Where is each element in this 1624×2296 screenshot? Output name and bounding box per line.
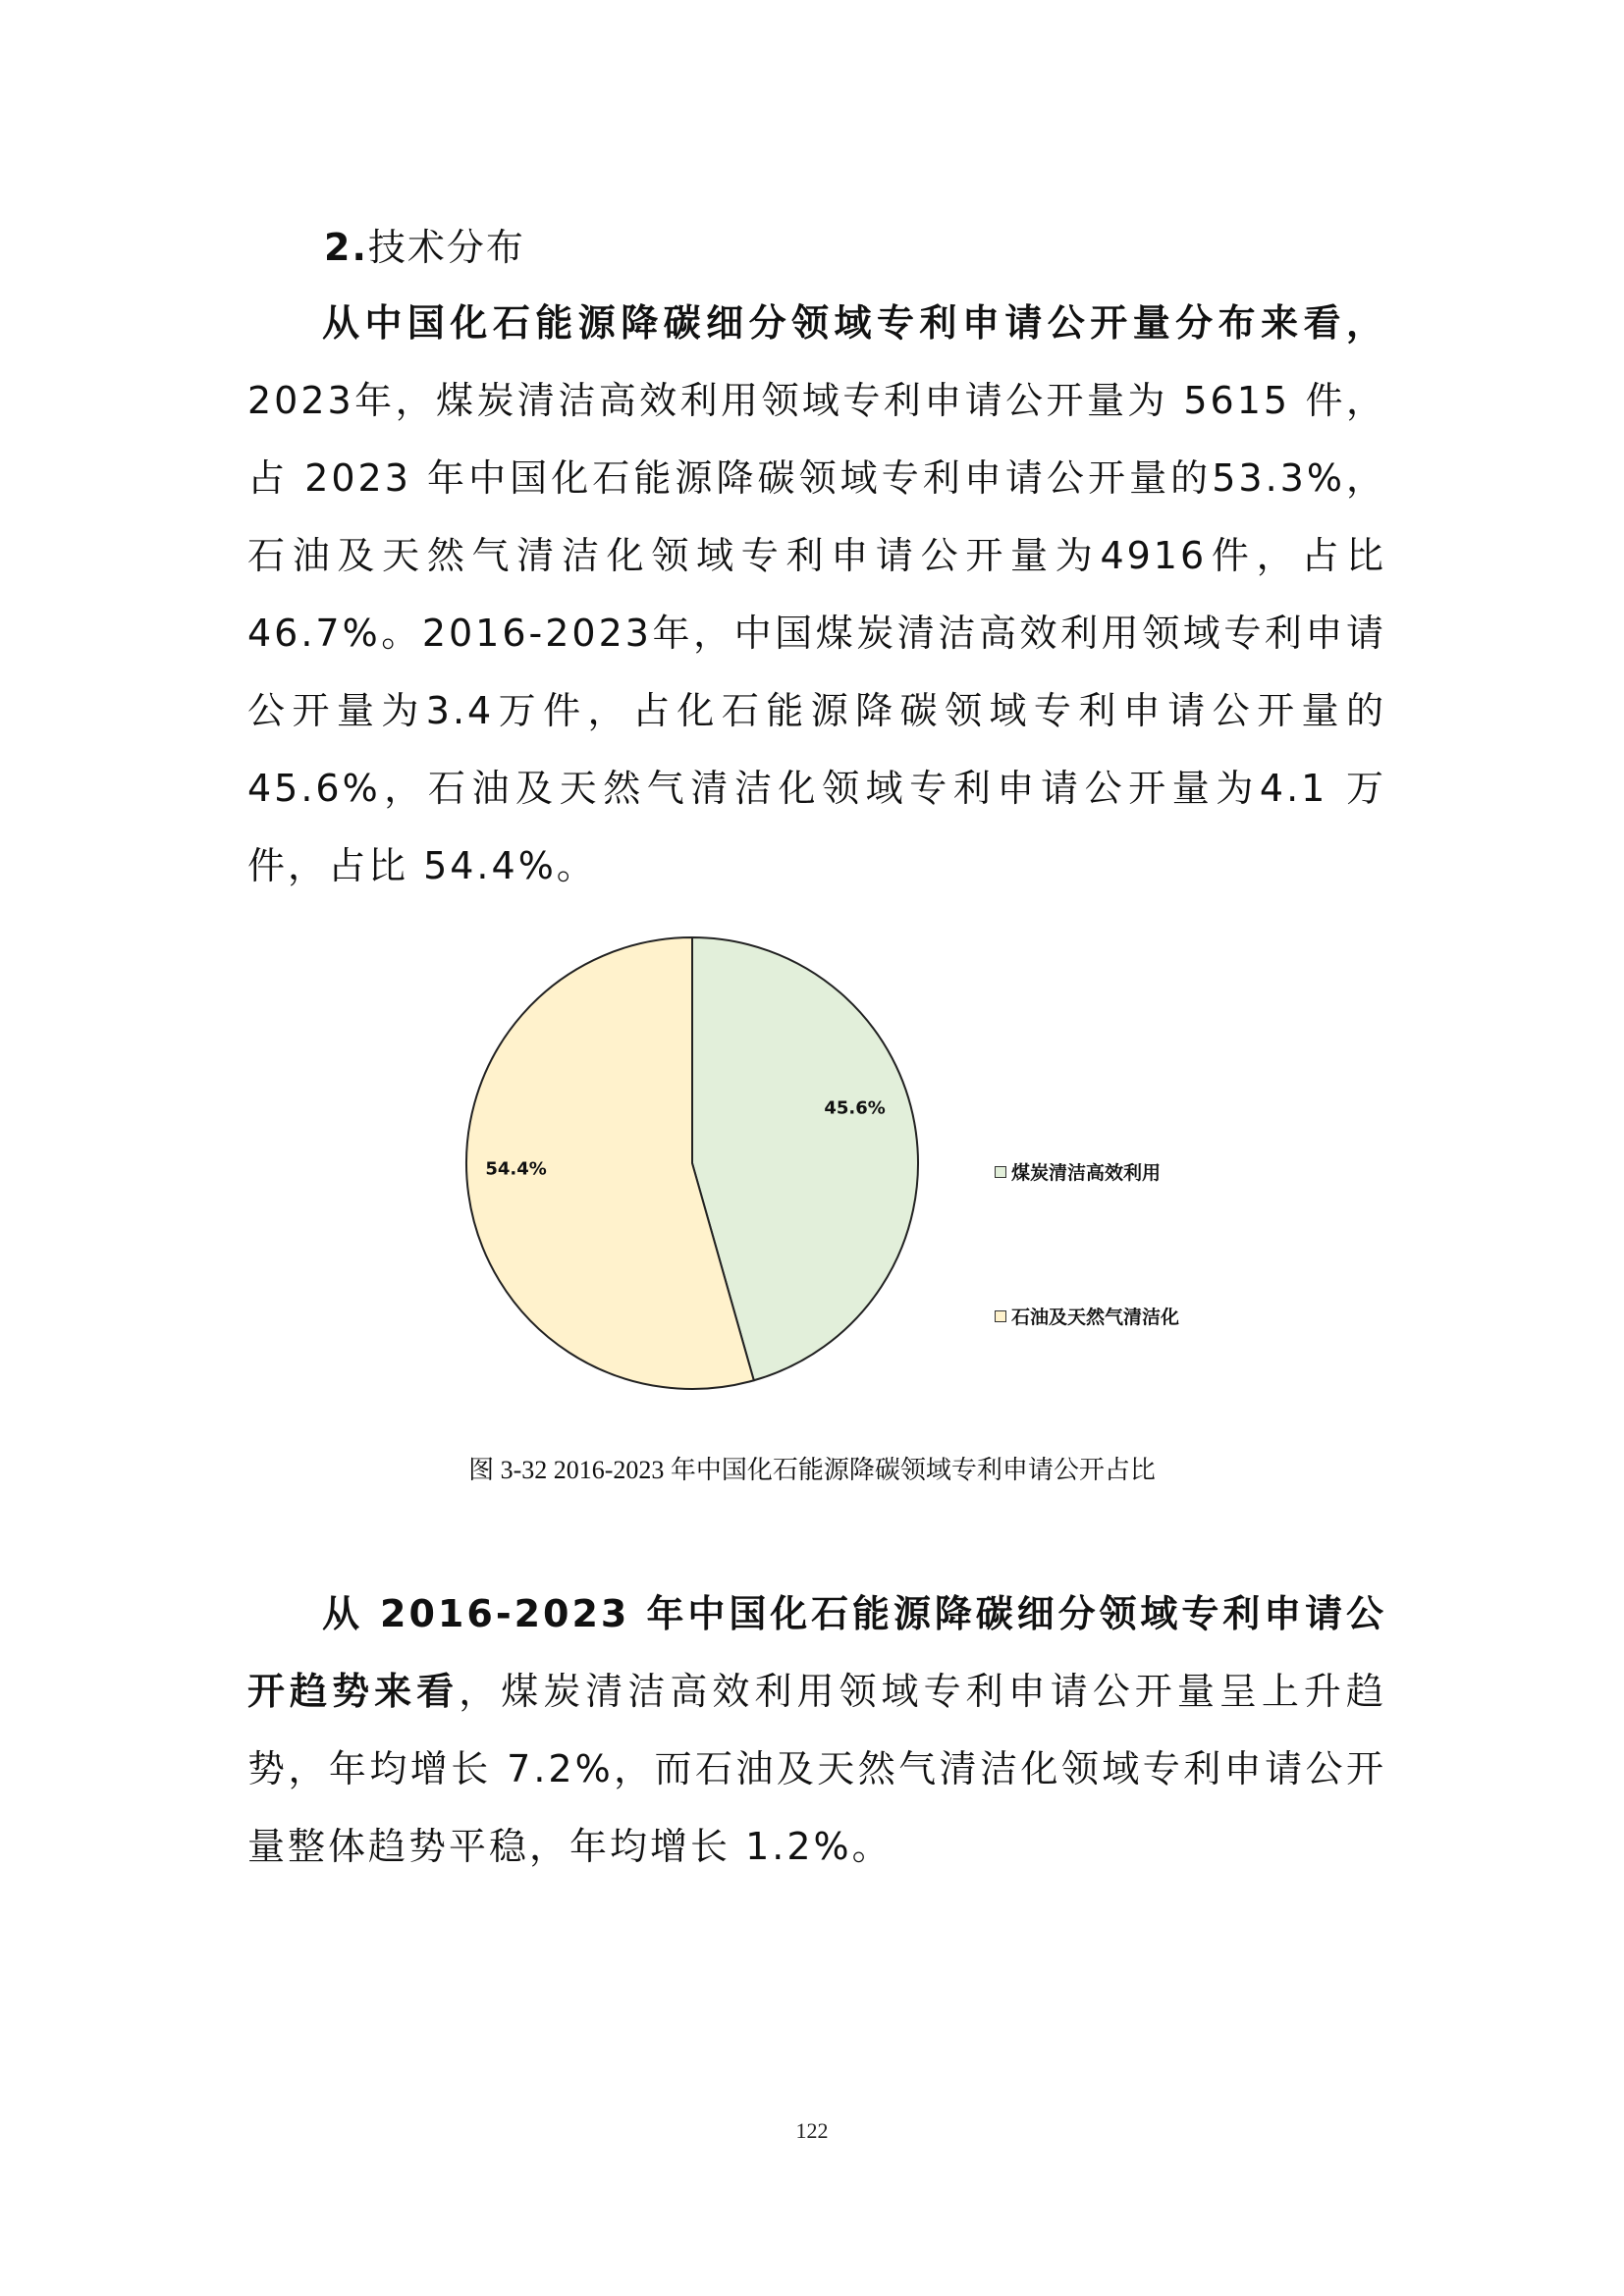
paragraph-distribution [247, 285, 1386, 905]
pie-label-0: 45.6% [824, 1097, 886, 1119]
section-title: 技术分布 [367, 226, 525, 269]
legend-item-oil-gas [995, 1303, 1179, 1329]
paragraph-trend [247, 1575, 1386, 1886]
legend-label-coal: 煤炭清洁高效利用 [1011, 1162, 1162, 1184]
paragraph-lead: 从中国化石能源降碳细分领域专利申请公开量分布来看， [322, 301, 1386, 345]
paragraph-lead: 从 2016-2023 年中国化石能源降碳细分领域专利申请公开趋势来看 [247, 1592, 1386, 1713]
page-number: 122 [795, 2118, 829, 2143]
figure-caption: 图 3-32 2016-2023 年中国化石能源降碳领域专利申请公开占比 [468, 1456, 1156, 1484]
legend-swatch-coal [995, 1166, 1006, 1178]
section-heading [324, 218, 525, 277]
legend-swatch-oil-gas [995, 1310, 1006, 1322]
paragraph-body: 2023年，煤炭清洁高效利用领域专利申请公开量为 5615 件，占 2023 年中国化石能源降碳领域专利申请公开量的53.3%，石油及天然气清洁化领域专利申请公开量为4916件，占比46.7%。2016-2023年，中国煤炭清洁高效利用领域专利申请公开量为3.4万件，占化石能源降碳领域专利申请公开量的45.6%，石油及天然气清洁化领域专利申请公开量为4.1 万件，占比 54.4%。 [247, 379, 1386, 887]
pie-label-1: 54.4% [485, 1158, 547, 1180]
legend-item-coal [995, 1158, 1161, 1185]
paragraph-body: ，煤炭清洁高效利用领域专利申请公开量呈上升趋势，年均增长 7.2%，而石油及天然气清洁化领域专利申请公开量整体趋势平稳，年均增长 1.2%。 [247, 1670, 1386, 1868]
section-number: 2. [324, 226, 368, 269]
legend-label-oil-gas: 石油及天然气清洁化 [1011, 1307, 1180, 1328]
